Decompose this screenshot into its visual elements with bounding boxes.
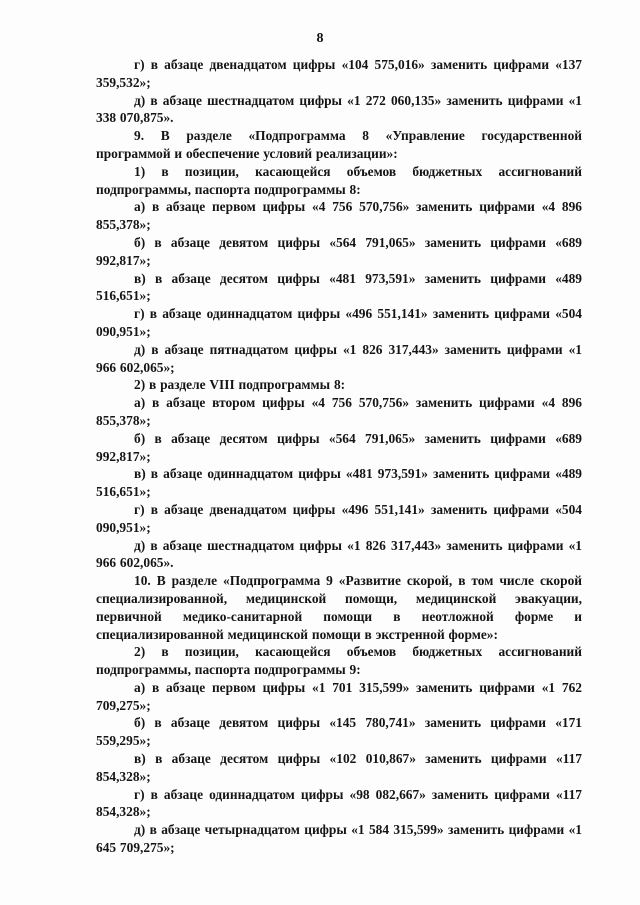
paragraph: а) в абзаце первом цифры «4 756 570,756» заменить цифрами «4 896 855,378»; (96, 199, 582, 233)
paragraph: а) в абзаце первом цифры «1 701 315,599» заменить цифрами «1 762 709,275»; (96, 679, 582, 713)
paragraph: д) в абзаце шестнадцатом цифры «1 272 060,135» заменить цифрами «1 338 070,875». (96, 92, 582, 126)
paragraph: 2) в позиции, касающейся объемов бюджетных ассигнований подпрограммы, паспорта подпрограммы 9: (96, 644, 582, 678)
paragraph: 1) в позиции, касающейся объемов бюджетных ассигнований подпрограммы, паспорта подпрограммы 8: (96, 163, 582, 197)
paragraph: в) в абзаце десятом цифры «102 010,867» заменить цифрами «117 854,328»; (96, 751, 582, 784)
paragraph: 9. В разделе «Подпрограмма 8 «Управление государственной программой и обеспечение условий реализации»: (96, 128, 582, 161)
paragraph: г) в абзаце двенадцатом цифры «104 575,016» заменить цифрами «137 359,532»; (96, 57, 582, 90)
paragraph: д) в абзаце шестнадцатом цифры «1 826 317,443» заменить цифрами «1 966 602,065». (96, 537, 582, 571)
paragraph: г) в абзаце двенадцатом цифры «496 551,141» заменить цифрами «504 090,951»; (96, 501, 582, 535)
paragraph: б) в абзаце десятом цифры «564 791,065» заменить цифрами «689 992,817»; (96, 430, 582, 464)
paragraph: г) в абзаце одиннадцатом цифры «496 551,141» заменить цифрами «504 090,951»; (96, 306, 582, 339)
paragraph: д) в абзаце пятнадцатом цифры «1 826 317,443» заменить цифрами «1 966 602,065»; (96, 341, 582, 375)
page-number: 8 (316, 31, 324, 46)
paragraph: в) в абзаце одиннадцатом цифры «481 973,591» заменить цифрами «489 516,651»; (96, 466, 582, 500)
paragraph: д) в абзаце четырнадцатом цифры «1 584 315,599» заменить цифрами «1 645 709,275»; (96, 822, 582, 856)
paragraph: б) в абзаце девятом цифры «145 780,741» заменить цифрами «171 559,295»; (96, 715, 582, 749)
paragraph: а) в абзаце втором цифры «4 756 570,756» заменить цифрами «4 896 855,378»; (96, 395, 582, 428)
paragraph: б) в абзаце девятом цифры «564 791,065» заменить цифрами «689 992,817»; (96, 234, 582, 268)
paragraph: г) в абзаце одиннадцатом цифры «98 082,667» заменить цифрами «117 854,328»; (96, 786, 582, 820)
document-body (96, 56, 582, 857)
paragraph: 2) в разделе VIII подпрограммы 8: (134, 377, 346, 393)
paragraph: 10. В разделе «Подпрограмма 9 «Развитие скорой, в том числе скорой специализированной, медицинской помощи, медицинской эвакуации, первичной медико-санитарной помощи в неотложной форме и специализированной медицинской помощи в экстренной форме»: (96, 573, 582, 642)
paragraph: в) в абзаце десятом цифры «481 973,591» заменить цифрами «489 516,651»; (96, 270, 582, 304)
